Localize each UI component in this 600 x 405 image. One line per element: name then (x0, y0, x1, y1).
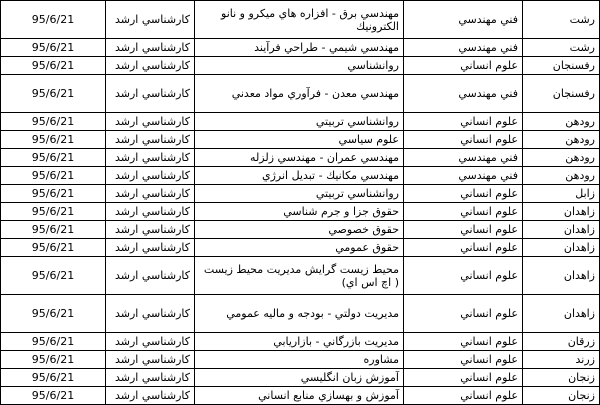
field-cell: مهندسي مكانيك - تبديل انرژي (195, 167, 404, 185)
group-cell: علوم انساني (404, 257, 523, 295)
date-cell: 95/6/21 (1, 57, 106, 75)
degree-level-cell: كارشناسي ارشد (106, 131, 195, 149)
field-cell: روانشناسي تربيتي (195, 113, 404, 131)
date-cell: 95/6/21 (1, 39, 106, 57)
city-cell: زرقان (523, 333, 600, 351)
group-cell: علوم انساني (404, 185, 523, 203)
table-row (1, 1, 600, 39)
degree-level-cell: كارشناسي ارشد (106, 239, 195, 257)
field-cell: مهندسي عمران - مهندسي زلزله (195, 149, 404, 167)
group-cell: علوم انساني (404, 295, 523, 333)
field-cell: روانشناسي تربيتي (195, 185, 404, 203)
group-cell: فني مهندسي (404, 75, 523, 113)
date-cell: 95/6/21 (1, 167, 106, 185)
table-row (1, 75, 600, 113)
field-cell: مديريت بازرگاني - بازاريابي (195, 333, 404, 351)
group-cell: فني مهندسي (404, 39, 523, 57)
table-row (1, 239, 600, 257)
city-cell: رودهن (523, 113, 600, 131)
degree-level-cell: كارشناسي ارشد (106, 257, 195, 295)
field-cell: حقوق خصوصي (195, 221, 404, 239)
field-cell: مديريت دولتي - بودجه و ماليه عمومي (195, 295, 404, 333)
table-body (1, 1, 600, 405)
city-cell: زاهدان (523, 295, 600, 333)
group-cell: فني مهندسي (404, 167, 523, 185)
table-row (1, 295, 600, 333)
city-cell: رشت (523, 39, 600, 57)
table-row (1, 333, 600, 351)
table-row (1, 39, 600, 57)
degree-level-cell: كارشناسي ارشد (106, 333, 195, 351)
group-cell: علوم انساني (404, 113, 523, 131)
date-cell: 95/6/21 (1, 369, 106, 387)
field-cell: آموزش زبان انگليسي (195, 369, 404, 387)
degree-level-cell: كارشناسي ارشد (106, 369, 195, 387)
table-row (1, 369, 600, 387)
group-cell: علوم انساني (404, 239, 523, 257)
group-cell: علوم انساني (404, 131, 523, 149)
field-cell: علوم سياسي (195, 131, 404, 149)
date-cell: 95/6/21 (1, 131, 106, 149)
degree-level-cell: كارشناسي ارشد (106, 1, 195, 39)
group-cell: علوم انساني (404, 203, 523, 221)
table-row (1, 203, 600, 221)
date-cell: 95/6/21 (1, 149, 106, 167)
city-cell: زابل (523, 185, 600, 203)
date-cell: 95/6/21 (1, 351, 106, 369)
field-cell: آموزش و بهسازي منابع انساني (195, 387, 404, 405)
group-cell: علوم انساني (404, 387, 523, 405)
date-cell: 95/6/21 (1, 1, 106, 39)
degree-level-cell: كارشناسي ارشد (106, 75, 195, 113)
degree-level-cell: كارشناسي ارشد (106, 387, 195, 405)
city-cell: رشت (523, 1, 600, 39)
group-cell: فني مهندسي (404, 1, 523, 39)
city-cell: رودهن (523, 167, 600, 185)
table-row (1, 167, 600, 185)
field-cell: مهندسي برق - افزاره هاي ميكرو و نانو الكترونيك (195, 1, 404, 39)
degree-level-cell: كارشناسي ارشد (106, 113, 195, 131)
degree-level-cell: كارشناسي ارشد (106, 149, 195, 167)
degree-level-cell: كارشناسي ارشد (106, 57, 195, 75)
table-row (1, 149, 600, 167)
table-row (1, 131, 600, 149)
date-cell: 95/6/21 (1, 185, 106, 203)
field-cell: محيط زيست گرايش مديريت محيط زيست ( اچ اس اي) (195, 257, 404, 295)
city-cell: زرند (523, 351, 600, 369)
group-cell: علوم انساني (404, 333, 523, 351)
group-cell: فني مهندسي (404, 149, 523, 167)
field-cell: حقوق عمومي (195, 239, 404, 257)
field-cell: حقوق جزا و جرم شناسي (195, 203, 404, 221)
table-row (1, 257, 600, 295)
table-row (1, 57, 600, 75)
table-row (1, 185, 600, 203)
city-cell: رودهن (523, 149, 600, 167)
degree-level-cell: كارشناسي ارشد (106, 295, 195, 333)
city-cell: زاهدان (523, 221, 600, 239)
date-cell: 95/6/21 (1, 257, 106, 295)
field-cell: مشاوره (195, 351, 404, 369)
date-cell: 95/6/21 (1, 387, 106, 405)
date-cell: 95/6/21 (1, 203, 106, 221)
city-cell: رودهن (523, 131, 600, 149)
city-cell: زاهدان (523, 239, 600, 257)
group-cell: علوم انساني (404, 369, 523, 387)
table-row (1, 221, 600, 239)
degree-level-cell: كارشناسي ارشد (106, 351, 195, 369)
date-cell: 95/6/21 (1, 295, 106, 333)
date-cell: 95/6/21 (1, 221, 106, 239)
city-cell: زاهدان (523, 257, 600, 295)
degree-level-cell: كارشناسي ارشد (106, 221, 195, 239)
table-row (1, 113, 600, 131)
field-cell: روانشناسي (195, 57, 404, 75)
degree-level-cell: كارشناسي ارشد (106, 39, 195, 57)
city-cell: رفسنجان (523, 57, 600, 75)
date-cell: 95/6/21 (1, 113, 106, 131)
date-cell: 95/6/21 (1, 75, 106, 113)
degree-level-cell: كارشناسي ارشد (106, 167, 195, 185)
date-cell: 95/6/21 (1, 239, 106, 257)
table-row (1, 387, 600, 405)
field-cell: مهندسي شيمي - طراحي فرآيند (195, 39, 404, 57)
table-row (1, 351, 600, 369)
city-cell: زنجان (523, 369, 600, 387)
degree-level-cell: كارشناسي ارشد (106, 203, 195, 221)
degree-level-cell: كارشناسي ارشد (106, 185, 195, 203)
city-cell: رفسنجان (523, 75, 600, 113)
field-cell: مهندسي معدن - فرآوري مواد معدني (195, 75, 404, 113)
city-cell: زنجان (523, 387, 600, 405)
group-cell: علوم انساني (404, 221, 523, 239)
group-cell: علوم انساني (404, 351, 523, 369)
date-cell: 95/6/21 (1, 333, 106, 351)
group-cell: علوم انساني (404, 57, 523, 75)
city-cell: زاهدان (523, 203, 600, 221)
